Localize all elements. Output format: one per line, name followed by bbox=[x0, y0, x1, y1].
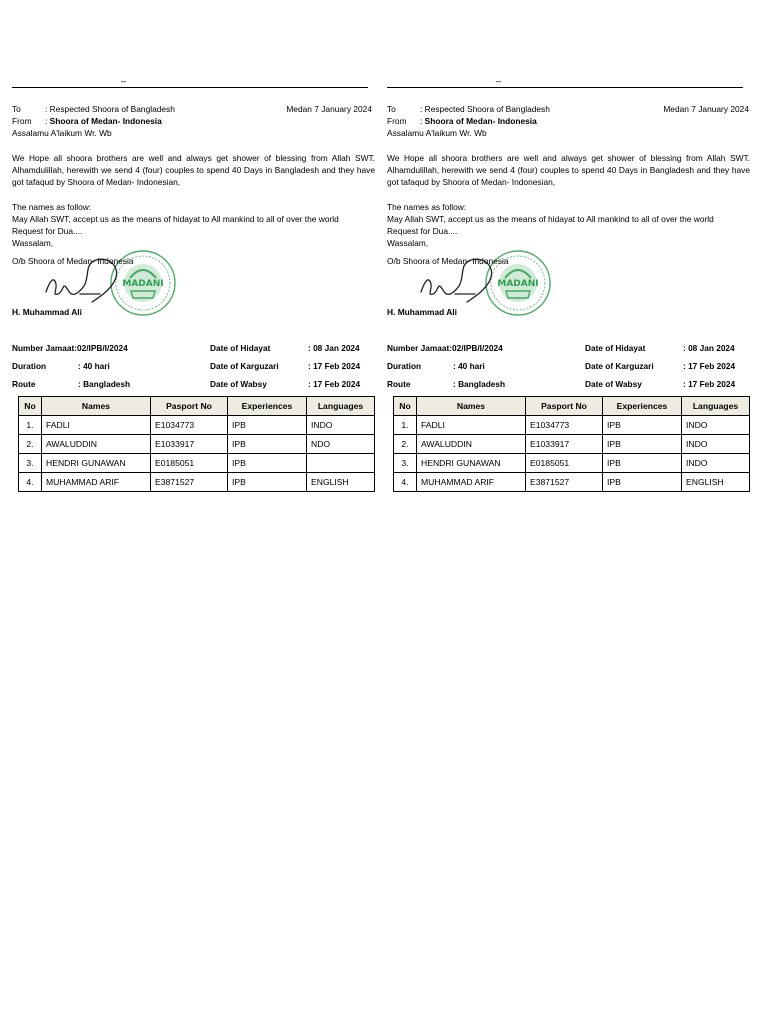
karguzari-label: Date of Karguzari bbox=[210, 361, 279, 371]
body-paragraph: We Hope all shoora brothers are well and always get shower of blessing from Allah SWT. Alhamdulillah, herewith we send 4 (four) couples to spend 40 Days in Bangladesh and they have got tafaqud by Shoora of Medan- Indonesian, bbox=[12, 153, 375, 188]
col-names: Names bbox=[417, 397, 526, 416]
cell-name: MUHAMMAD ARIF bbox=[42, 473, 151, 492]
duration-label: Duration bbox=[387, 361, 422, 371]
from-label: From bbox=[12, 116, 32, 126]
signer-name: H. Muhammad Ali bbox=[12, 307, 82, 317]
table-row bbox=[19, 435, 375, 454]
jamaat-details bbox=[12, 342, 375, 396]
cell-name: AWALUDDIN bbox=[417, 435, 526, 454]
col-names: Names bbox=[42, 397, 151, 416]
to-line bbox=[387, 103, 550, 115]
to-value: : Respected Shoora of Bangladesh bbox=[45, 104, 175, 114]
hidayat-label: Date of Hidayat bbox=[585, 343, 646, 353]
col-passport: Pasport No bbox=[151, 397, 228, 416]
to-label: To bbox=[387, 104, 396, 114]
letter-date: Medan 7 January 2024 bbox=[663, 104, 749, 114]
cell-experience: IPB bbox=[603, 435, 682, 454]
from-colon: : bbox=[420, 116, 423, 126]
table-row bbox=[394, 416, 750, 435]
members-table bbox=[393, 396, 750, 492]
route-label: Route bbox=[12, 379, 36, 389]
col-no: No bbox=[19, 397, 42, 416]
signer-name: H. Muhammad Ali bbox=[387, 307, 457, 317]
cell-experience: IPB bbox=[228, 416, 307, 435]
cell-no: 2. bbox=[19, 435, 42, 454]
request-line: Request for Dua.... bbox=[387, 226, 458, 236]
to-line bbox=[12, 103, 175, 115]
header-mark: _ bbox=[121, 72, 127, 82]
col-experiences: Experiences bbox=[603, 397, 682, 416]
closing-line: Wassalam, bbox=[387, 238, 429, 248]
from-line bbox=[12, 115, 162, 127]
to-value: : Respected Shoora of Bangladesh bbox=[420, 104, 550, 114]
table-row bbox=[394, 454, 750, 473]
route-label: Route bbox=[387, 379, 411, 389]
on-behalf-line: O/b Shoora of Medan- Indonesia bbox=[387, 256, 509, 266]
from-label: From bbox=[387, 116, 407, 126]
cell-no: 1. bbox=[394, 416, 417, 435]
handwritten-signature bbox=[40, 250, 140, 310]
wabsy-value: : 17 Feb 2024 bbox=[683, 379, 736, 389]
from-line bbox=[387, 115, 537, 127]
cell-no: 4. bbox=[19, 473, 42, 492]
cell-passport: E3871527 bbox=[151, 473, 228, 492]
cell-name: HENDRI GUNAWAN bbox=[417, 454, 526, 473]
jamaat-details bbox=[387, 342, 750, 396]
cell-language bbox=[307, 454, 375, 473]
cell-language: ENGLISH bbox=[682, 473, 750, 492]
table-row bbox=[19, 454, 375, 473]
letter-date: Medan 7 January 2024 bbox=[286, 104, 372, 114]
body-paragraph: We Hope all shoora brothers are well and always get shower of blessing from Allah SWT. Alhamdulillah, herewith we send 4 (four) couples to spend 40 Days in Bangladesh and they have got tafaqud by Shoora of Medan- Indonesian, bbox=[387, 153, 750, 188]
cell-name: FADLI bbox=[42, 416, 151, 435]
duration-value: : 40 hari bbox=[453, 361, 485, 371]
letter-left bbox=[12, 0, 377, 500]
cell-language: NDO bbox=[307, 435, 375, 454]
cell-name: MUHAMMAD ARIF bbox=[417, 473, 526, 492]
on-behalf-line: O/b Shoora of Medan- Indonesia bbox=[12, 256, 134, 266]
duration-value: : 40 hari bbox=[78, 361, 110, 371]
table-row bbox=[19, 473, 375, 492]
cell-experience: IPB bbox=[228, 473, 307, 492]
from-colon: : bbox=[45, 116, 48, 126]
cell-language: INDO bbox=[682, 416, 750, 435]
route-value: : Bangladesh bbox=[78, 379, 131, 389]
route-value: : Bangladesh bbox=[453, 379, 506, 389]
col-no: No bbox=[394, 397, 417, 416]
cell-passport: E0185051 bbox=[526, 454, 603, 473]
number-jamaat: Number Jamaat:02/IPB/I/2024 bbox=[12, 343, 128, 353]
col-passport: Pasport No bbox=[526, 397, 603, 416]
cell-experience: IPB bbox=[228, 435, 307, 454]
cell-no: 3. bbox=[19, 454, 42, 473]
prayer-line: May Allah SWT, accept us as the means of hidayat to All mankind to all of over the world bbox=[12, 214, 339, 224]
karguzari-value: : 17 Feb 2024 bbox=[308, 361, 361, 371]
header-mark: _ bbox=[496, 72, 502, 82]
names-intro: The names as follow: bbox=[12, 202, 92, 212]
table-header-row bbox=[19, 397, 375, 416]
to-label: To bbox=[12, 104, 21, 114]
cell-experience: IPB bbox=[603, 473, 682, 492]
closing-line: Wassalam, bbox=[12, 238, 54, 248]
col-experiences: Experiences bbox=[228, 397, 307, 416]
cell-name: AWALUDDIN bbox=[42, 435, 151, 454]
cell-language: INDO bbox=[307, 416, 375, 435]
cell-passport: E1033917 bbox=[526, 435, 603, 454]
col-languages: Languages bbox=[682, 397, 750, 416]
cell-name: HENDRI GUNAWAN bbox=[42, 454, 151, 473]
letter-right bbox=[387, 0, 752, 500]
cell-experience: IPB bbox=[603, 454, 682, 473]
cell-passport: E1033917 bbox=[151, 435, 228, 454]
cell-language: INDO bbox=[682, 435, 750, 454]
wabsy-label: Date of Wabsy bbox=[585, 379, 642, 389]
cell-no: 2. bbox=[394, 435, 417, 454]
table-header-row bbox=[394, 397, 750, 416]
duration-label: Duration bbox=[12, 361, 47, 371]
cell-name: FADLI bbox=[417, 416, 526, 435]
hidayat-label: Date of Hidayat bbox=[210, 343, 271, 353]
request-line: Request for Dua.... bbox=[12, 226, 83, 236]
hidayat-value: : 08 Jan 2024 bbox=[308, 343, 360, 353]
handwritten-signature bbox=[415, 250, 515, 310]
wabsy-value: : 17 Feb 2024 bbox=[308, 379, 361, 389]
svg-text:MADANI: MADANI bbox=[497, 279, 539, 289]
karguzari-value: : 17 Feb 2024 bbox=[683, 361, 736, 371]
cell-language: ENGLISH bbox=[307, 473, 375, 492]
karguzari-label: Date of Karguzari bbox=[585, 361, 654, 371]
members-table bbox=[18, 396, 375, 492]
greeting: Assalamu A'laikum Wr. Wb bbox=[387, 128, 487, 138]
header-rule bbox=[387, 87, 743, 88]
from-value: Shoora of Medan- Indonesia bbox=[424, 116, 537, 126]
cell-passport: E1034773 bbox=[151, 416, 228, 435]
svg-text:MADANI: MADANI bbox=[122, 279, 164, 289]
cell-experience: IPB bbox=[603, 416, 682, 435]
wabsy-label: Date of Wabsy bbox=[210, 379, 267, 389]
prayer-line: May Allah SWT, accept us as the means of hidayat to All mankind to all of over the world bbox=[387, 214, 714, 224]
number-jamaat: Number Jamaat:02/IPB/I/2024 bbox=[387, 343, 503, 353]
cell-no: 1. bbox=[19, 416, 42, 435]
table-row bbox=[394, 473, 750, 492]
cell-passport: E0185051 bbox=[151, 454, 228, 473]
hidayat-value: : 08 Jan 2024 bbox=[683, 343, 735, 353]
table-row bbox=[394, 435, 750, 454]
col-languages: Languages bbox=[307, 397, 375, 416]
names-intro: The names as follow: bbox=[387, 202, 467, 212]
cell-passport: E1034773 bbox=[526, 416, 603, 435]
cell-no: 4. bbox=[394, 473, 417, 492]
table-row bbox=[19, 416, 375, 435]
from-value: Shoora of Medan- Indonesia bbox=[49, 116, 162, 126]
greeting: Assalamu A'laikum Wr. Wb bbox=[12, 128, 112, 138]
cell-language: INDO bbox=[682, 454, 750, 473]
header-rule bbox=[12, 87, 368, 88]
cell-passport: E3871527 bbox=[526, 473, 603, 492]
cell-no: 3. bbox=[394, 454, 417, 473]
cell-experience: IPB bbox=[228, 454, 307, 473]
